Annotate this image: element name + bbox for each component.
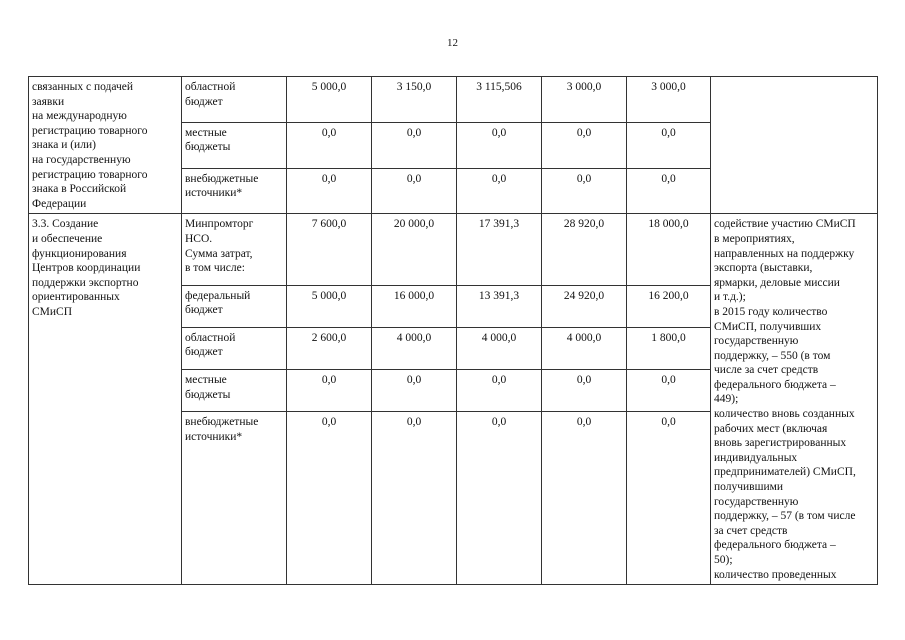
value-cell: 0,0 (627, 168, 711, 214)
value-cell: 0,0 (287, 122, 372, 168)
value-cell: 0,0 (627, 412, 711, 585)
value-cell: 3 150,0 (372, 77, 457, 123)
measure-description: связанных с подачей заявки на международную регистрацию товарного знака и (или) на государственную регистрацию товарного знака в Российской Федерации (29, 77, 182, 214)
value-cell: 2 600,0 (287, 327, 372, 369)
value-cell: 0,0 (372, 168, 457, 214)
value-cell: 17 391,3 (457, 214, 542, 285)
funding-source-label: внебюджетные источники* (182, 412, 287, 585)
expected-result (711, 77, 878, 214)
value-cell: 0,0 (542, 370, 627, 412)
value-cell: 0,0 (287, 370, 372, 412)
value-cell: 5 000,0 (287, 285, 372, 327)
measure-description: 3.3. Создание и обеспечение функционирования Центров координации поддержки экспортно ориентированных СМиСП (29, 214, 182, 585)
value-cell: 0,0 (627, 122, 711, 168)
value-cell: 0,0 (542, 122, 627, 168)
expected-result: содействие участию СМиСП в мероприятиях, направленных на поддержку экспорта (выставки, ярмарки, деловые миссии и т.д.); в 2015 году количество СМиСП, получивших государственную поддержку, – 550 (в том числе за счет средств федерального бюджета – 449); количество вновь созданных рабочих мест (включая вновь зарегистрированных индивидуальных предпринимателей) СМиСП, получившими государственную поддержку, – 57 (в том числе за счет средств федерального бюджета – 50); количество проведенных (711, 214, 878, 585)
value-cell: 0,0 (457, 168, 542, 214)
funding-source-label: федеральный бюджет (182, 285, 287, 327)
value-cell: 5 000,0 (287, 77, 372, 123)
funding-source-label: Минпромторг НСО. Сумма затрат, в том числе: (182, 214, 287, 285)
value-cell: 0,0 (287, 168, 372, 214)
value-cell: 0,0 (372, 412, 457, 585)
measures-table (28, 76, 878, 585)
value-cell: 20 000,0 (372, 214, 457, 285)
value-cell: 0,0 (457, 412, 542, 585)
table-row (29, 77, 878, 123)
value-cell: 4 000,0 (457, 327, 542, 369)
page-number: 12 (447, 37, 458, 49)
value-cell: 0,0 (627, 370, 711, 412)
value-cell: 0,0 (372, 122, 457, 168)
value-cell: 3 000,0 (627, 77, 711, 123)
value-cell: 18 000,0 (627, 214, 711, 285)
value-cell: 3 000,0 (542, 77, 627, 123)
value-cell: 0,0 (542, 168, 627, 214)
value-cell: 0,0 (372, 370, 457, 412)
funding-source-label: местные бюджеты (182, 122, 287, 168)
funding-source-label: внебюджетные источники* (182, 168, 287, 214)
table-row (29, 214, 878, 285)
value-cell: 28 920,0 (542, 214, 627, 285)
value-cell: 0,0 (457, 370, 542, 412)
value-cell: 16 200,0 (627, 285, 711, 327)
value-cell: 3 115,506 (457, 77, 542, 123)
value-cell: 0,0 (287, 412, 372, 585)
value-cell: 1 800,0 (627, 327, 711, 369)
value-cell: 16 000,0 (372, 285, 457, 327)
value-cell: 4 000,0 (372, 327, 457, 369)
funding-source-label: областной бюджет (182, 77, 287, 123)
value-cell: 24 920,0 (542, 285, 627, 327)
value-cell: 13 391,3 (457, 285, 542, 327)
funding-source-label: местные бюджеты (182, 370, 287, 412)
value-cell: 7 600,0 (287, 214, 372, 285)
value-cell: 0,0 (457, 122, 542, 168)
value-cell: 0,0 (542, 412, 627, 585)
value-cell: 4 000,0 (542, 327, 627, 369)
funding-source-label: областной бюджет (182, 327, 287, 369)
